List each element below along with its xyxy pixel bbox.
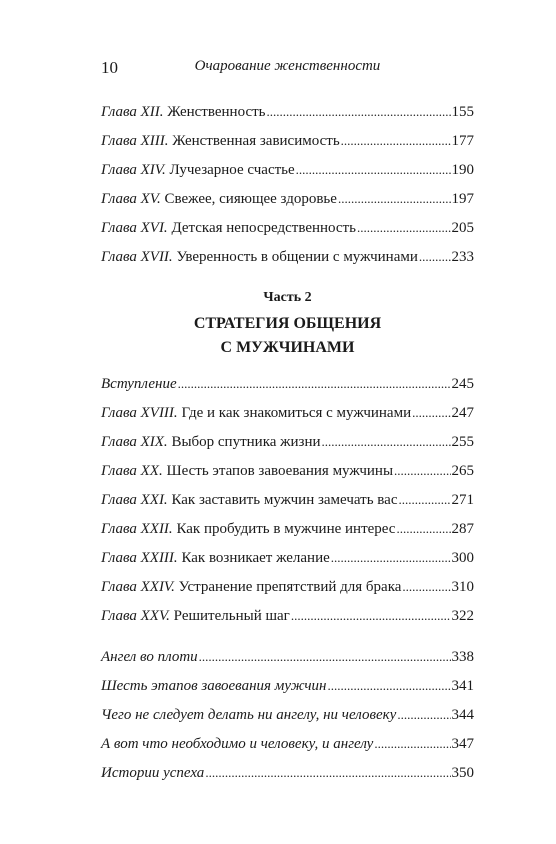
page-ref: 287 bbox=[451, 521, 474, 537]
section-title: Ангел во плоти bbox=[101, 649, 198, 665]
chapter-title: Детская непосредственность bbox=[171, 220, 356, 236]
chapter-title: Как возникает желание bbox=[181, 550, 330, 566]
toc-list-appendix bbox=[101, 642, 474, 787]
chapter-label: Глава XIX. bbox=[101, 434, 168, 450]
toc-entry[interactable] bbox=[101, 514, 474, 543]
toc-entry[interactable] bbox=[101, 369, 474, 398]
chapter-label: Глава XIV. bbox=[101, 162, 166, 178]
dot-leader bbox=[419, 242, 451, 271]
dot-leader bbox=[396, 514, 450, 543]
chapter-label: Глава XVIII. bbox=[101, 405, 178, 421]
dot-leader bbox=[399, 485, 451, 514]
chapter-label: Глава XIII. bbox=[101, 133, 169, 149]
section-title: А вот что необходимо и человеку, и ангелу bbox=[101, 736, 374, 752]
dot-leader bbox=[412, 398, 450, 427]
page-ref: 265 bbox=[451, 463, 474, 479]
dot-leader bbox=[331, 543, 451, 572]
toc-entry[interactable] bbox=[101, 543, 474, 572]
toc-entry[interactable] bbox=[101, 485, 474, 514]
dot-leader bbox=[402, 572, 450, 601]
page-ref: 338 bbox=[451, 649, 474, 665]
section-title: Шесть этапов завоевания мужчин bbox=[101, 678, 327, 694]
chapter-label: Глава XVII. bbox=[101, 249, 173, 265]
toc-entry[interactable] bbox=[101, 398, 474, 427]
chapter-label: Глава XXIII. bbox=[101, 550, 178, 566]
page-ref: 347 bbox=[451, 736, 474, 752]
toc-entry[interactable] bbox=[101, 155, 474, 184]
toc-entry[interactable] bbox=[101, 184, 474, 213]
chapter-title: Женственность bbox=[167, 104, 266, 120]
chapter-label: Вступление bbox=[101, 376, 177, 392]
chapter-label: Глава XXV. bbox=[101, 608, 170, 624]
part-title-line: СТРАТЕГИЯ ОБЩЕНИЯ bbox=[193, 315, 382, 332]
part-title-line: С МУЖЧИНАМИ bbox=[220, 339, 355, 356]
chapter-title: Женственная зависимость bbox=[172, 133, 340, 149]
chapter-title: Свежее, сияющее здоровье bbox=[164, 191, 337, 207]
toc-entry[interactable] bbox=[101, 213, 474, 242]
toc-entry[interactable] bbox=[101, 242, 474, 271]
dot-leader bbox=[267, 97, 451, 126]
page-ref: 300 bbox=[451, 550, 474, 566]
page-ref: 247 bbox=[451, 405, 474, 421]
chapter-label: Глава XX. bbox=[101, 463, 163, 479]
running-title: Очарование женственности bbox=[194, 58, 381, 74]
dot-leader bbox=[327, 671, 450, 700]
dot-leader bbox=[394, 456, 450, 485]
page-ref: 344 bbox=[451, 707, 474, 723]
page-ref: 190 bbox=[451, 162, 474, 178]
chapter-label: Глава XVI. bbox=[101, 220, 168, 236]
page-ref: 341 bbox=[451, 678, 474, 694]
page-ref: 197 bbox=[451, 191, 474, 207]
toc-entry[interactable] bbox=[101, 97, 474, 126]
toc-entry[interactable] bbox=[101, 572, 474, 601]
chapter-title: Лучезарное счастье bbox=[169, 162, 295, 178]
page-number: 10 bbox=[101, 58, 118, 77]
chapter-label: Глава XXI. bbox=[101, 492, 168, 508]
chapter-label: Глава XXII. bbox=[101, 521, 173, 537]
chapter-label: Глава XII. bbox=[101, 104, 164, 120]
section-title: Чего не следует делать ни ангелу, ни человеку bbox=[101, 707, 397, 723]
part-title bbox=[101, 312, 474, 360]
toc-entry[interactable] bbox=[101, 601, 474, 630]
dot-leader bbox=[296, 155, 451, 184]
toc-entry[interactable] bbox=[101, 427, 474, 456]
page-ref: 177 bbox=[451, 133, 474, 149]
page-ref: 155 bbox=[451, 104, 474, 120]
page-ref: 205 bbox=[451, 220, 474, 236]
dot-leader bbox=[291, 601, 451, 630]
chapter-label: Глава XV. bbox=[101, 191, 161, 207]
chapter-title: Как пробудить в мужчине интерес bbox=[176, 521, 396, 537]
chapter-title: Решительный шаг bbox=[173, 608, 290, 624]
dot-leader bbox=[374, 729, 450, 758]
chapter-title: Как заставить мужчин замечать вас bbox=[171, 492, 398, 508]
section-title: Истории успеха bbox=[101, 765, 205, 781]
page-ref: 350 bbox=[451, 765, 474, 781]
chapter-label: Глава XXIV. bbox=[101, 579, 175, 595]
dot-leader bbox=[178, 369, 451, 398]
dot-leader bbox=[338, 184, 451, 213]
toc-entry[interactable] bbox=[101, 671, 474, 700]
page-ref: 271 bbox=[451, 492, 474, 508]
page-ref: 255 bbox=[451, 434, 474, 450]
dot-leader bbox=[205, 758, 450, 787]
chapter-title: Устранение препятствий для брака bbox=[178, 579, 402, 595]
dot-leader bbox=[199, 642, 451, 671]
toc-entry[interactable] bbox=[101, 126, 474, 155]
page-ref: 322 bbox=[451, 608, 474, 624]
toc-entry[interactable] bbox=[101, 758, 474, 787]
page-header bbox=[101, 58, 474, 78]
page-ref: 245 bbox=[451, 376, 474, 392]
toc-entry[interactable] bbox=[101, 729, 474, 758]
dot-leader bbox=[397, 700, 450, 729]
chapter-title: Выбор спутника жизни bbox=[171, 434, 321, 450]
chapter-title: Шесть этапов завоевания мужчины bbox=[166, 463, 394, 479]
toc-list-part2 bbox=[101, 369, 474, 630]
dot-leader bbox=[341, 126, 451, 155]
dot-leader bbox=[322, 427, 451, 456]
toc-entry[interactable] bbox=[101, 642, 474, 671]
page-ref: 233 bbox=[451, 249, 474, 265]
toc-entry[interactable] bbox=[101, 456, 474, 485]
dot-leader bbox=[357, 213, 451, 242]
chapter-title: Уверенность в общении с мужчинами bbox=[176, 249, 418, 265]
page-ref: 310 bbox=[451, 579, 474, 595]
toc-entry[interactable] bbox=[101, 700, 474, 729]
part-number: Часть 2 bbox=[263, 290, 312, 305]
toc-list-part1 bbox=[101, 97, 474, 271]
chapter-title: Где и как знакомиться с мужчинами bbox=[181, 405, 412, 421]
